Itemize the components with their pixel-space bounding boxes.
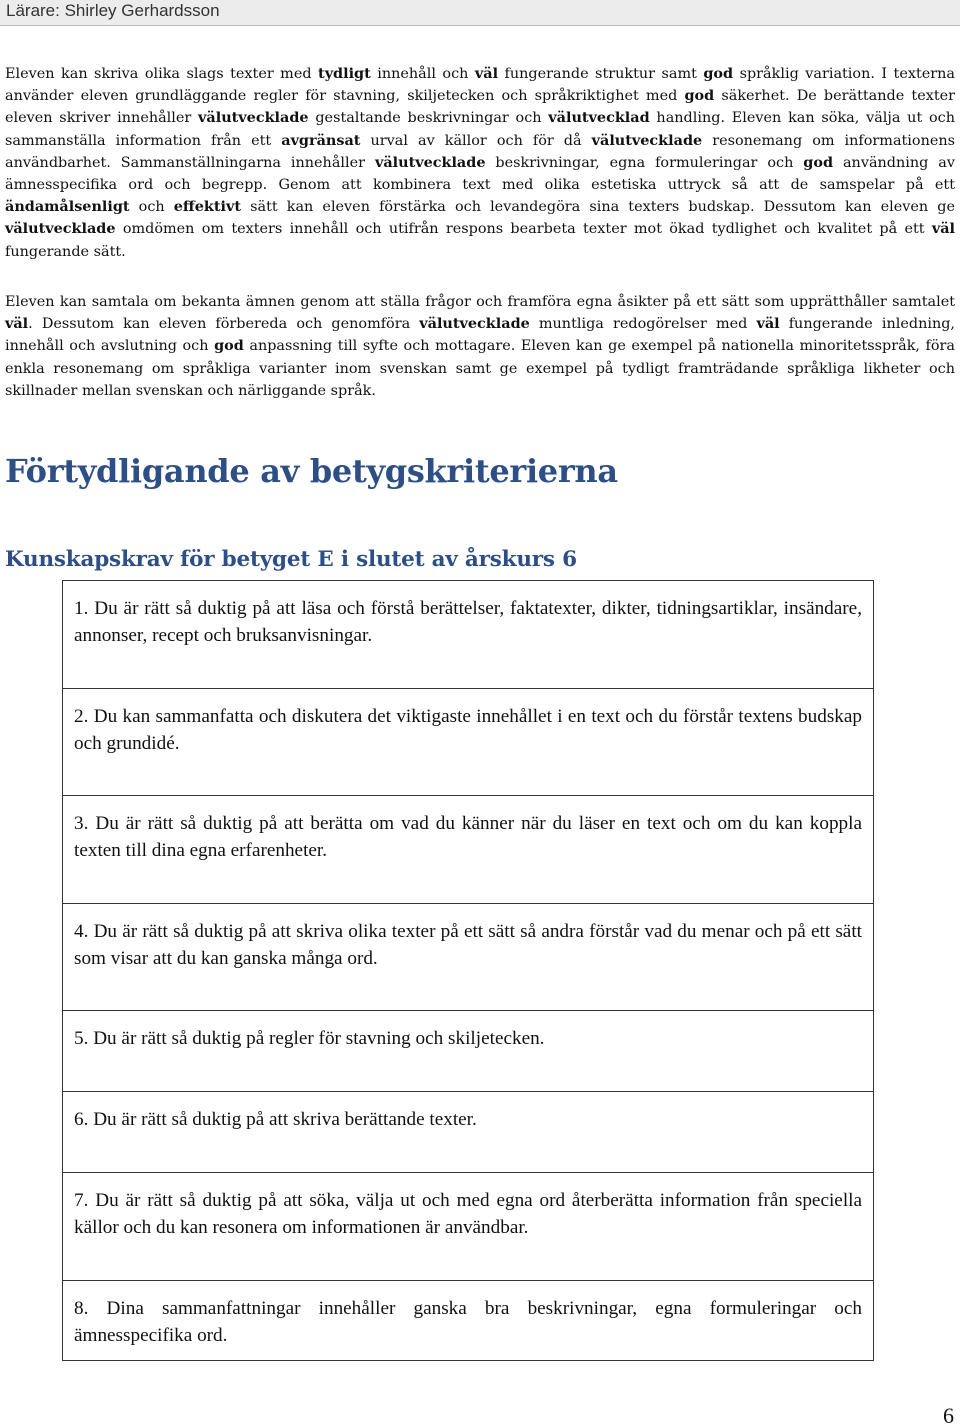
emphasized-text: välutvecklade	[419, 315, 530, 333]
criterion-cell: 7. Du är rätt så duktig på att söka, välja ut och med egna ord återberätta information från speciella källor och du kan resonera om informationen är användbar.	[63, 1173, 874, 1281]
table-row	[63, 1281, 874, 1361]
table-row	[63, 1173, 874, 1281]
criterion-cell: 1. Du är rätt så duktig på att läsa och förstå berättelser, faktatexter, dikter, tidningsartiklar, insändare, annonser, recept och bruksanvisningar.	[63, 581, 874, 689]
page-number: 6	[943, 1403, 954, 1428]
table-row	[63, 1092, 874, 1173]
emphasized-text: god	[684, 87, 715, 105]
emphasized-text: god	[803, 153, 834, 171]
emphasized-text: välutvecklade	[591, 131, 703, 149]
table-row	[63, 796, 874, 904]
paragraph-text: anpassning till syfte och mottagare. Eleven kan ge exempel på nationella minoritetsspråk, föra enkla resonemang om språkliga varianter inom svenskan samt ge exempel på tydligt framträdande språkliga likheter och skillnader mellan svenskan och närliggande språk.	[5, 338, 956, 399]
page-header	[0, 0, 960, 26]
table-row	[63, 904, 874, 1011]
emphasized-text: god	[214, 337, 244, 355]
paragraph-text: fungerande inledning, innehåll och avslutning och	[5, 316, 955, 355]
table-row	[63, 1011, 874, 1092]
criterion-cell: 3. Du är rätt så duktig på att berätta om vad du känner när du läser en text och om du kan koppla texten till dina egna erfarenheter.	[63, 796, 874, 904]
paragraph-text: användning av ämnesspecifika ord och begrepp. Genom att kombinera text med olika estetiska uttryck så att de samspelar på ett	[5, 154, 955, 194]
criterion-cell: 4. Du är rätt så duktig på att skriva olika texter på ett sätt så andra förstår vad du menar och på ett sätt som visar att du kan ganska många ord.	[63, 904, 874, 1011]
teacher-name: Lärare: Shirley Gerhardsson	[6, 1, 220, 20]
criterion-cell: 6. Du är rätt så duktig på att skriva berättande texter.	[63, 1092, 874, 1173]
criteria-paragraph-speaking	[5, 291, 955, 402]
paragraph-text: Eleven kan samtala om bekanta ämnen genom att ställa frågor och framföra egna åsikter på ett sätt som upprätthåller samtalet	[5, 294, 955, 310]
paragraph-text: och	[129, 199, 174, 216]
emphasized-text: välutvecklade	[5, 220, 116, 238]
emphasized-text: god	[703, 65, 734, 82]
paragraph-text: muntliga redogörelser med	[529, 316, 757, 333]
paragraph-text: beskrivningar, egna formuleringar och	[485, 154, 804, 171]
emphasized-text: avgränsat	[281, 131, 361, 149]
paragraph-text: Eleven kan skriva olika slags texter med	[5, 66, 319, 82]
emphasized-text: väl	[474, 65, 499, 82]
paragraph-text: språklig variation. I texterna använder eleven grundläggande regler för stavning, skiljetecken och språkriktighet med	[5, 66, 955, 105]
emphasized-text: väl	[5, 315, 29, 333]
page-title: Förtydligande av betygskriterierna	[5, 452, 618, 490]
emphasized-text: ändamålsenligt	[5, 198, 130, 216]
table-row	[63, 689, 874, 796]
paragraph-text: handling. Eleven kan söka, välja ut och sammanställa information från ett	[5, 110, 955, 149]
emphasized-text: väl	[756, 315, 780, 333]
paragraph-text: omdömen om texters innehåll och utifrån respons bearbeta texter mot ökad tydlighet och kvalitet på ett	[115, 221, 932, 238]
emphasized-text: välutvecklad	[548, 109, 650, 127]
paragraph-text: fungerande sätt.	[5, 243, 126, 260]
paragraph-text: sätt kan eleven förstärka och levandegöra sina texters budskap. Dessutom kan eleven ge	[241, 199, 956, 216]
paragraph-text: resonemang om informationens användbarhet. Sammanställningarna innehåller	[5, 132, 956, 171]
table-row	[63, 581, 874, 689]
criteria-table	[62, 580, 874, 1361]
paragraph-text: innehåll och	[370, 66, 475, 82]
emphasized-text: välutvecklade	[374, 153, 486, 171]
emphasized-text: tydligt	[318, 65, 371, 82]
emphasized-text: effektivt	[173, 198, 241, 216]
criteria-paragraph-writing	[5, 63, 955, 263]
paragraph-text: . Dessutom kan eleven förbereda och genomföra	[28, 316, 420, 333]
criterion-cell: 5. Du är rätt så duktig på regler för stavning och skiljetecken.	[63, 1011, 874, 1092]
paragraph-text: säkerhet. De berättande texter eleven skriver innehåller	[5, 88, 956, 127]
emphasized-text: välutvecklade	[198, 109, 309, 127]
emphasized-text: väl	[931, 220, 955, 238]
criterion-cell: 8. Dina sammanfattningar innehåller ganska bra beskrivningar, egna formuleringar och ämnesspecifika ord.	[63, 1281, 874, 1361]
section-subtitle: Kunskapskrav för betyget E i slutet av årskurs 6	[5, 547, 577, 572]
criterion-cell: 2. Du kan sammanfatta och diskutera det viktigaste innehållet i en text och du förstår textens budskap och grundidé.	[63, 689, 874, 796]
paragraph-text: gestaltande beskrivningar och	[308, 110, 549, 127]
paragraph-text: fungerande struktur samt	[498, 66, 704, 82]
paragraph-text: urval av källor och för då	[360, 132, 592, 149]
